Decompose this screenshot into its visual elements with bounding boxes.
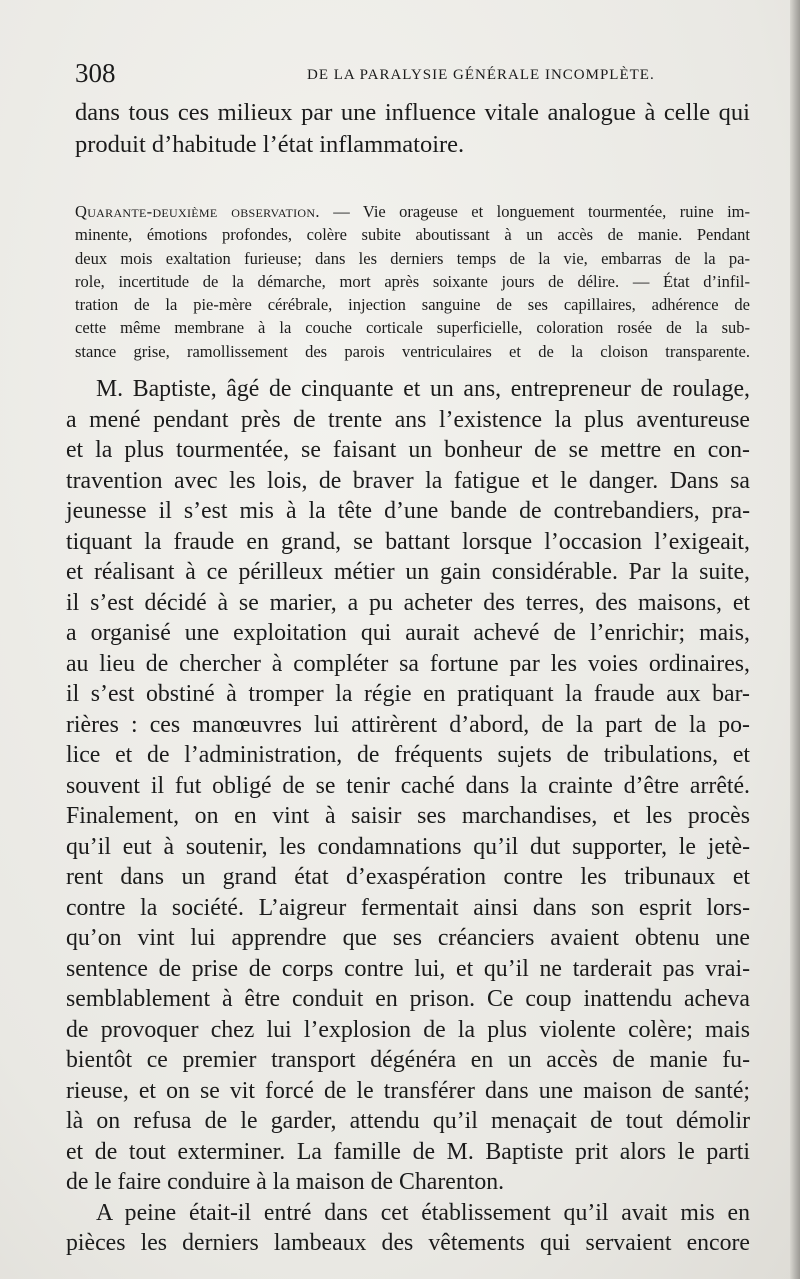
summary-line: role, incertitude de la démarche, mort après soixante jours de délire. — État d’infil- xyxy=(75,271,750,291)
text-line: qu’il eut à soutenir, les condamnations qu’il dut supporter, le jetè- xyxy=(66,833,750,860)
summary-line: cette même membrane à la couche corticale superficielle, coloration rosée de la sub- xyxy=(75,318,750,338)
text-line: il s’est décidé à se marier, a pu acheter des terres, des maisons, et xyxy=(66,589,750,616)
text-line: rières : ces manœuvres lui attirèrent d’abord, de la part de la po- xyxy=(66,711,750,738)
text-line: produit d’habitude l’état inflammatoire. xyxy=(75,131,465,158)
summary-first-line xyxy=(75,200,750,223)
running-head: DE LA PARALYSIE GÉNÉRALE INCOMPLÈTE. xyxy=(307,67,655,83)
intro-paragraph xyxy=(75,97,750,161)
text-line: qu’on vint lui apprendre que ses créanciers avaient obtenu une xyxy=(66,925,750,951)
page-edge-shadow xyxy=(790,0,800,1279)
text-line: contre la société. L’aigreur fermentait ainsi dans son esprit lors- xyxy=(66,894,750,921)
text-line: il s’est obstiné à tromper la régie en pratiquant la fraude aux bar- xyxy=(66,681,750,707)
text-line: souvent il fut obligé de se tenir caché dans la crainte d’être arrêté. xyxy=(66,772,750,799)
text-line: M. Baptiste, âgé de cinquante et un ans, entrepreneur de roulage, xyxy=(96,376,750,402)
case-body xyxy=(66,374,750,1259)
text-line: rieuse, et on se vit forcé de le transférer dans une maison de santé; xyxy=(66,1077,750,1104)
summary-line: minente, émotions profondes, colère subite aboutissant à un accès de manie. Pendant xyxy=(75,225,750,245)
text-line: là on refusa de le garder, attendu qu’il menaçait de tout démolir xyxy=(66,1108,750,1134)
text-line: A peine était-il entré dans cet établissement qu’il avait mis en xyxy=(96,1199,750,1226)
summary-text: — Vie orageuse et longuement tourmentée, ruine im- xyxy=(333,202,750,221)
summary-line: deux mois exaltation furieuse; dans les derniers temps de la vie, embarras de la pa- xyxy=(75,248,750,268)
summary-line: stance grise, ramollissement des parois ventriculaires et de la cloison transparente. xyxy=(75,341,750,361)
observation-caption: Quarante-deuxième observation. xyxy=(75,202,320,221)
text-line: de le faire conduire à la maison de Charenton. xyxy=(66,1169,505,1195)
text-line: lice et de l’administration, de fréquents sujets de tribulations, et xyxy=(66,742,750,768)
text-line: travention avec les lois, de braver la fatigue et le danger. Dans sa xyxy=(66,467,750,494)
text-line: et de tout exterminer. La famille de M. Baptiste prit alors le parti xyxy=(66,1138,750,1165)
text-line: et la plus tourmentée, se faisant un bonheur de se mettre en con- xyxy=(66,437,750,463)
text-line: Finalement, on en vint à saisir ses marchandises, et les procès xyxy=(66,803,750,829)
text-line: sentence de prise de corps contre lui, et qu’il ne tarderait pas vrai- xyxy=(66,955,750,982)
page-number: 308 xyxy=(75,58,116,88)
text-line: de provoquer chez lui l’explosion de la plus violente colère; mais xyxy=(66,1016,750,1043)
text-line: a mené pendant près de trente ans l’existence la plus aventureuse xyxy=(66,406,750,433)
text-line: rent dans un grand état d’exaspération contre les tribunaux et xyxy=(66,864,750,890)
text-line: dans tous ces milieux par une influence vitale analogue à celle qui xyxy=(75,99,750,126)
text-line: jeunesse il s’est mis à la tête d’une bande de contrebandiers, pra- xyxy=(66,498,750,524)
observation-summary xyxy=(75,200,750,363)
text-line: semblablement à être conduit en prison. Ce coup inattendu acheva xyxy=(66,986,750,1012)
text-line: tiquant la fraude en grand, se battant lorsque l’occasion l’exigeait, xyxy=(66,528,750,555)
summary-line: tration de la pie-mère cérébrale, injection sanguine de ses capillaires, adhérence de xyxy=(75,295,750,315)
text-line: pièces les derniers lambeaux des vêtements qui servaient encore xyxy=(66,1230,750,1256)
page-header xyxy=(75,58,755,92)
text-line: a organisé une exploitation qui aurait achevé de l’enrichir; mais, xyxy=(66,620,750,646)
text-line: bientôt ce premier transport dégénéra en un accès de manie fu- xyxy=(66,1047,750,1073)
text-line: au lieu de chercher à compléter sa fortune par les voies ordinaires, xyxy=(66,650,750,677)
text-line: et réalisant à ce périlleux métier un gain considérable. Par la suite, xyxy=(66,559,750,585)
